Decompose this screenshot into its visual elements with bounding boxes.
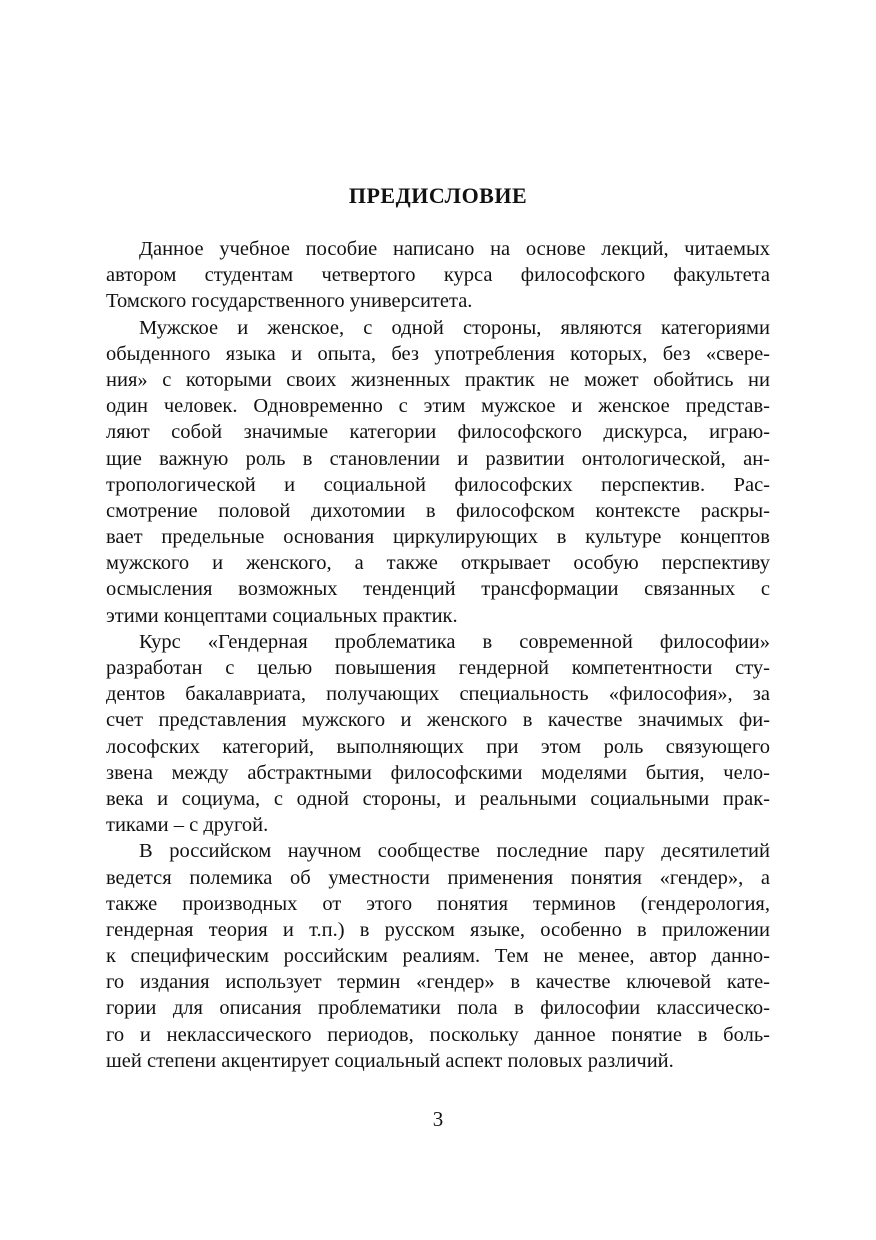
text-line: шей степени акцентирует социальный аспект половых различий.: [106, 1049, 674, 1072]
text-line: века и социума, с одной стороны, и реальными социальными прак-: [106, 787, 770, 810]
page-title: ПРЕДИСЛОВИЕ: [348, 183, 528, 208]
text-line: разработан с целью повышения гендерной компетентности сту-: [106, 657, 770, 679]
text-line: Курс «Гендерная проблематика в современной философии»: [139, 630, 770, 653]
text-line: гории для описания проблематики пола в философии классическо-: [106, 997, 770, 1020]
paragraph-1: [106, 236, 770, 315]
paragraph-4: [106, 838, 770, 1074]
text-line: счет представления мужского и женского в качестве значимых фи-: [106, 709, 770, 732]
text-line: ния» с которыми своих жизненных практик не может обойтись ни: [106, 368, 770, 391]
paragraph-2: [106, 315, 770, 629]
page-number: 3: [432, 1107, 444, 1131]
text-line: дентов бакалавриата, получающих специальность «философия», за: [106, 683, 770, 706]
text-line: смотрение половой дихотомии в философском контексте раскры-: [106, 499, 770, 522]
text-line: мужского и женского, а также открывает особую перспективу: [106, 552, 770, 575]
text-line: Томского государственного университета.: [106, 290, 473, 313]
text-line: осмысления возможных тенденций трансформации связанных с: [106, 578, 770, 601]
text-line: лософских категорий, выполняющих при этом роль связующего: [106, 735, 770, 758]
text-line: ляют собой значимые категории философского дискурса, играю-: [106, 421, 770, 444]
text-line: гендерная теория и т.п.) в русском языке, особенно в приложении: [106, 918, 770, 941]
text-line: к специфическим российским реалиям. Тем не менее, автор данно-: [106, 945, 770, 968]
paragraph-3: [106, 629, 770, 839]
text-line: один человек. Одновременно с этим мужское и женское представ-: [106, 395, 770, 418]
text-line: тропологической и социальной философских перспектив. Рас-: [106, 473, 770, 496]
text-line: Мужское и женское, с одной стороны, являются категориями: [139, 316, 770, 339]
text-line: этими концептами социальных практик.: [106, 604, 458, 627]
text-line: щие важную роль в становлении и развитии онтологической, ан-: [106, 447, 770, 470]
text-line: тиками – с другой.: [106, 814, 269, 837]
text-line: вает предельные основания циркулирующих в культуре концептов: [106, 526, 770, 549]
text-line: автором студентам четвертого курса философского факультета: [106, 264, 770, 287]
text-line: также производных от этого понятия терминов (гендерология,: [106, 892, 770, 915]
text-line: Данное учебное пособие написано на основе лекций, читаемых: [139, 238, 770, 260]
text-body: [106, 236, 770, 1074]
text-line: го издания использует термин «гендер» в качестве ключевой кате-: [106, 971, 770, 994]
text-line: ведется полемика об уместности применения понятия «гендер», а: [106, 866, 770, 889]
text-line: звена между абстрактными философскими моделями бытия, чело-: [106, 761, 770, 784]
text-line: В российском научном сообществе последние пару десятилетий: [139, 840, 770, 863]
text-line: обыденного языка и опыта, без употребления которых, без «свере-: [106, 342, 770, 365]
text-line: го и неклассического периодов, поскольку данное понятие в боль-: [106, 1023, 770, 1046]
